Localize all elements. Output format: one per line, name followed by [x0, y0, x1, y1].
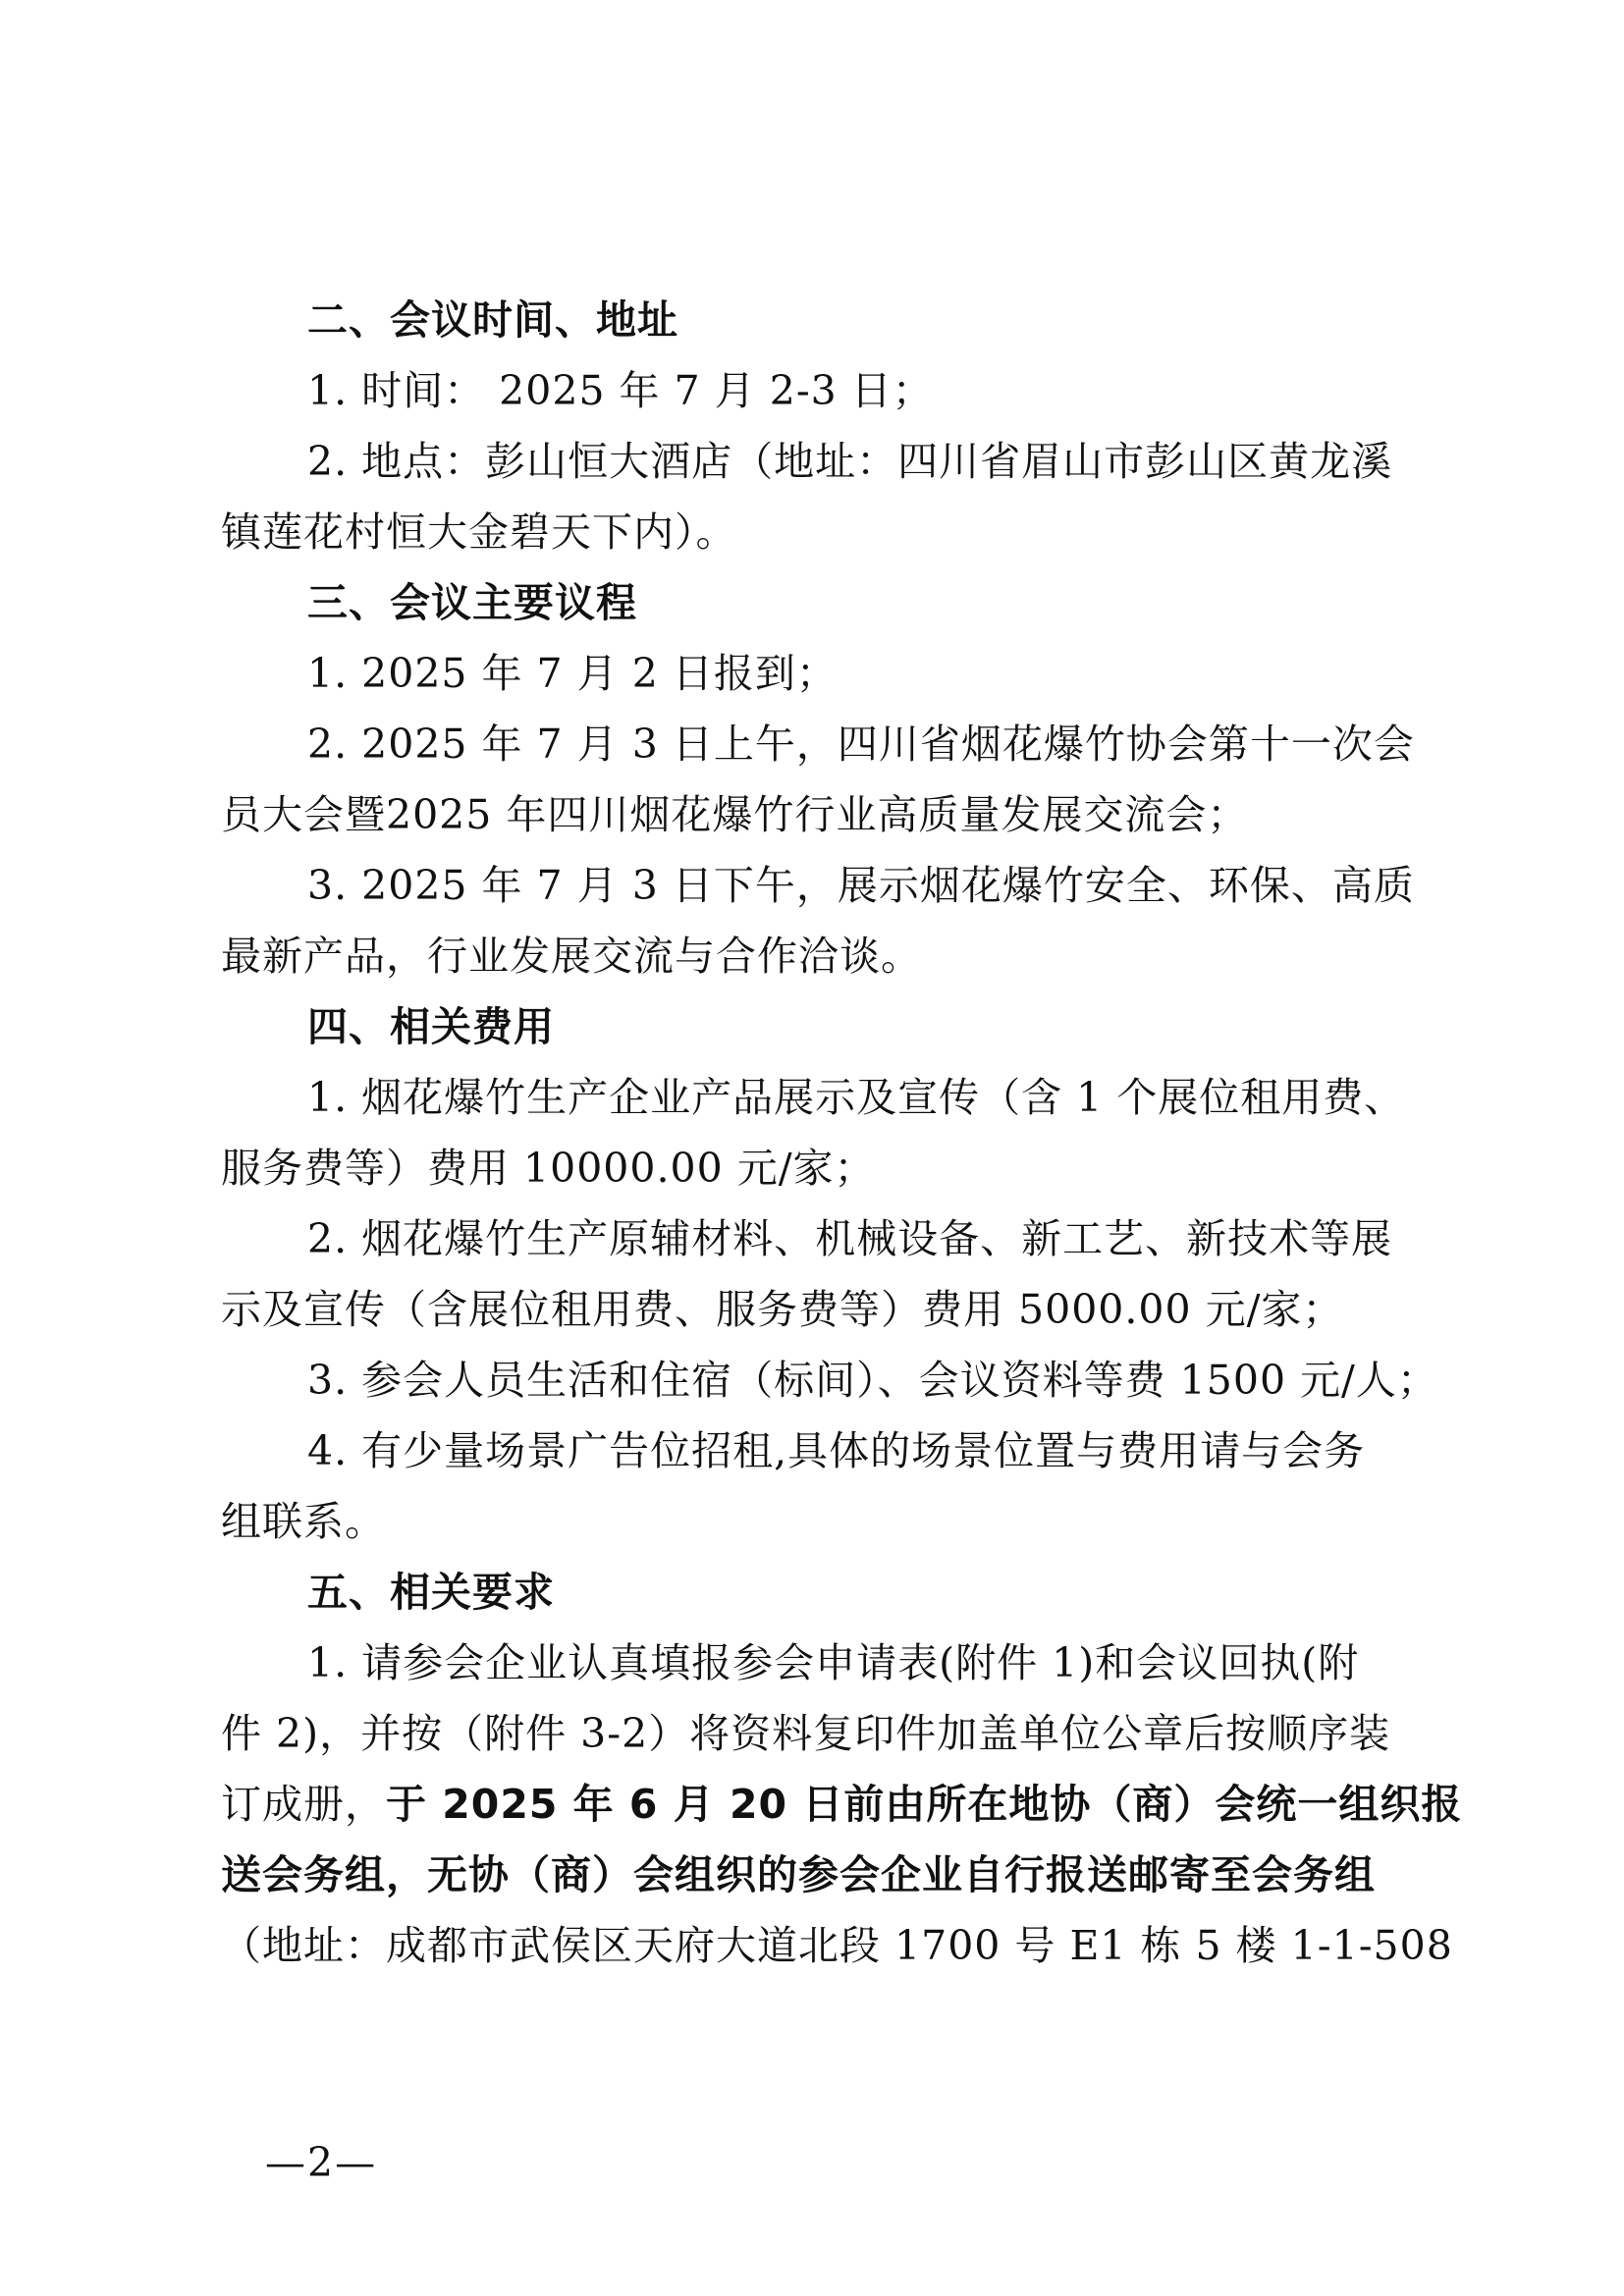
paragraph-line: 2. 地点：彭山恒大酒店（地址：四川省眉山市彭山区黄龙溪 [307, 438, 1393, 485]
paragraph-line: 1. 请参会企业认真填报参会申请表(附件 1)和会议回执(附 [307, 1639, 1360, 1686]
paragraph-line: 3. 参会人员生活和住宿（标间）、会议资料等费 1500 元/人； [307, 1357, 1438, 1404]
document-body [221, 285, 1463, 1981]
paragraph-line: 组联系。 [221, 1498, 386, 1545]
paragraph-line: 最新产品，行业发展交流与合作洽谈。 [221, 933, 922, 980]
section-heading-fees: 四、相关费用 [307, 1003, 555, 1050]
paragraph-line: 镇莲花村恒大金碧天下内）。 [221, 508, 737, 556]
section-heading-agenda: 三、会议主要议程 [307, 579, 637, 626]
section-heading-requirements: 五、相关要求 [307, 1569, 555, 1616]
paragraph-line: 2. 烟花爆竹生产原辅材料、机械设备、新工艺、新技术等展 [307, 1215, 1393, 1262]
plain-text: 订成册， [221, 1781, 386, 1828]
paragraph-line: 1. 时间： 2025 年 7 月 2-3 日； [307, 367, 934, 414]
page-number: —2— [265, 2139, 378, 2186]
paragraph-line [221, 1769, 1463, 1840]
emphasized-line: 送会务组，无协（商）会组织的参会企业自行报送邮寄至会务组 [221, 1851, 1376, 1898]
paragraph-line: 4. 有少量场景广告位招租,具体的场景位置与费用请与会务 [307, 1427, 1366, 1474]
section-heading-time-location: 二、会议时间、地址 [307, 296, 678, 344]
paragraph-line: 服务费等）费用 10000.00 元/家； [221, 1145, 876, 1192]
paragraph-line: （地址：成都市武侯区天府大道北段 1700 号 E1 栋 5 楼 1-1-508 [221, 1922, 1453, 1969]
paragraph-line: 2. 2025 年 7 月 3 日上午，四川省烟花爆竹协会第十一次会 [307, 721, 1415, 768]
paragraph-line: 员大会暨2025 年四川烟花爆竹行业高质量发展交流会； [221, 791, 1249, 838]
paragraph-line: 件 2)，并按（附件 3-2）将资料复印件加盖单位公章后按顺序装 [221, 1710, 1391, 1757]
paragraph-line: 示及宣传（含展位租用费、服务费等）费用 5000.00 元/家； [221, 1286, 1344, 1333]
emphasized-text: 于 2025 年 6 月 20 日前由所在地协（商）会统一组织报 [386, 1781, 1463, 1828]
paragraph-line: 1. 2025 年 7 月 2 日报到； [307, 650, 838, 697]
paragraph-line: 3. 2025 年 7 月 3 日下午，展示烟花爆竹安全、环保、高质 [307, 862, 1415, 909]
paragraph-line: 1. 烟花爆竹生产企业产品展示及宣传（含 1 个展位租用费、 [307, 1074, 1406, 1121]
